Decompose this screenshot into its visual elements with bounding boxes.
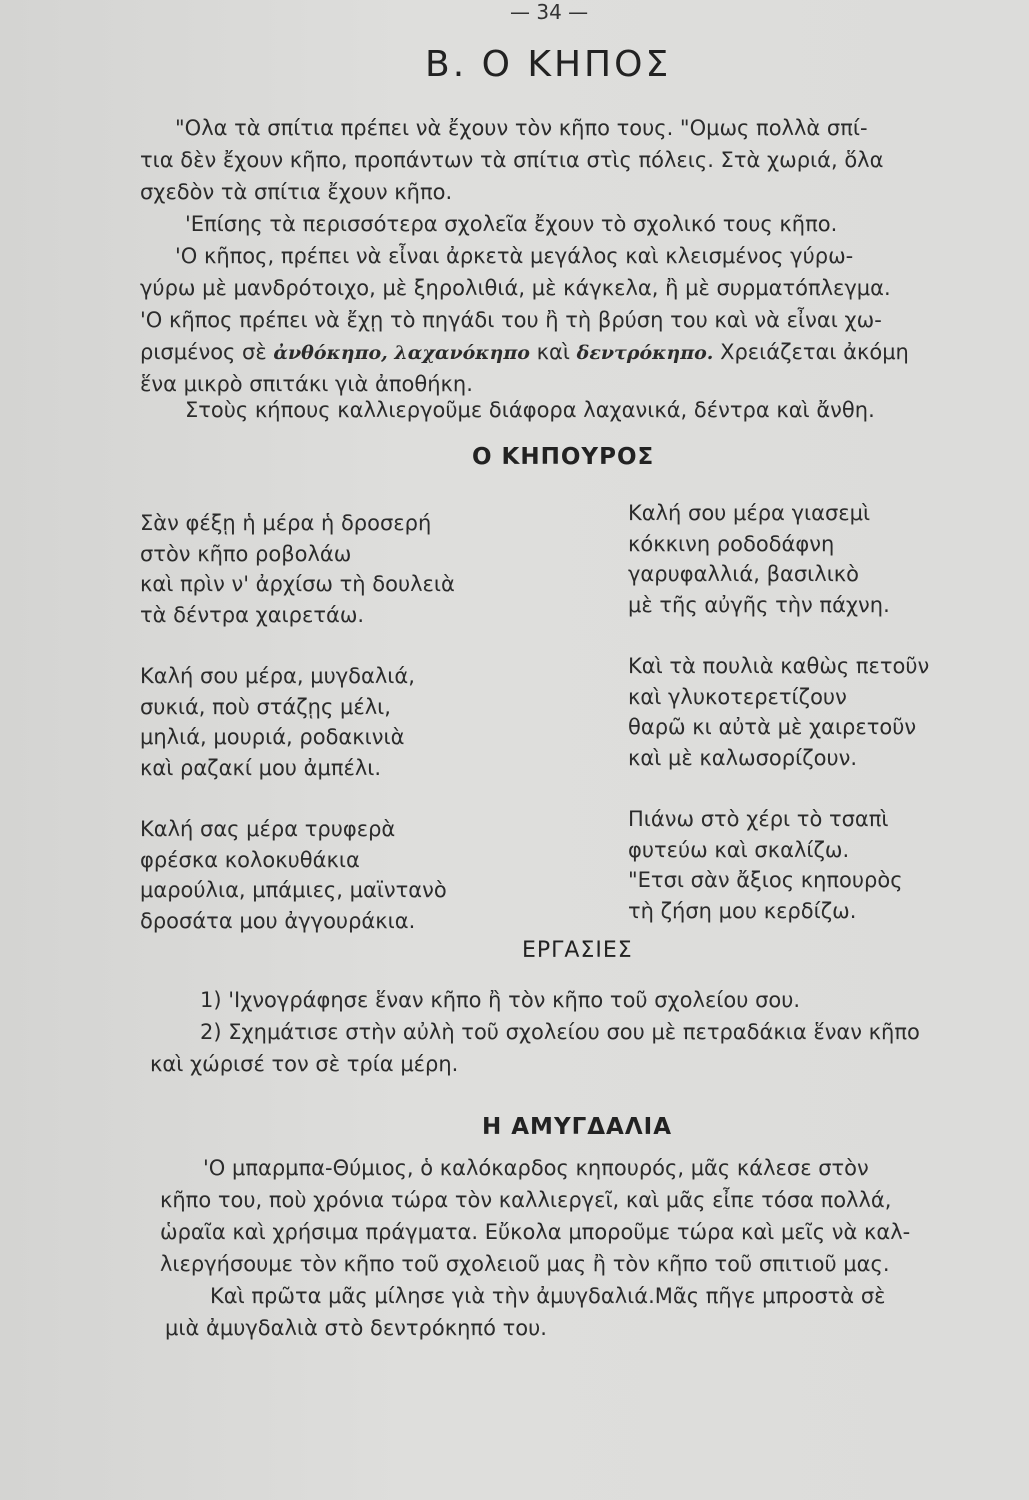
intro-line-1: "Ολα τὰ σπίτια πρέπει νὰ ἔχουν τὸν κῆπο τους. "Ομως πολλὰ σπί-: [175, 116, 868, 140]
verse-line: φρέσκα κολοκυθάκια: [140, 847, 360, 872]
poem-left-column: [140, 508, 455, 967]
exercises-title: ΕΡΓΑΣΙΕΣ: [522, 938, 633, 963]
verse-line: στὸν κῆπο ροβολάω: [140, 541, 352, 566]
intro-line-9: ἕνα μικρὸ σπιτάκι γιὰ ἀποθήκη.: [140, 372, 473, 396]
intro-line-2: τια δὲν ἔχουν κῆπο, προπάντων τὰ σπίτια στὶς πόλεις. Στὰ χωριά, ὅλα: [140, 148, 884, 172]
exercise-2: 2) Σχημάτισε στὴν αὐλὴ τοῦ σχολείου σου μὲ πετραδάκια ἕναν κῆπο: [200, 1020, 920, 1044]
intro-line-8-post: Χρειάζεται ἀκόμη: [713, 340, 909, 364]
intro-line-8-mid: καὶ: [529, 340, 577, 364]
verse-line: κόκκινη ροδοδάφνη: [628, 531, 835, 556]
verse-line: τὴ ζήση μου κερδίζω.: [628, 898, 857, 923]
verse-line: φυτεύω καὶ σκαλίζω.: [628, 837, 850, 862]
intro-line-4: 'Επίσης τὰ περισσότερα σχολεῖα ἔχουν τὸ σχολικό τους κῆπο.: [185, 212, 838, 236]
almond-line-6: μιὰ ἀμυγδαλιὰ στὸ δεντρόκηπό του.: [165, 1316, 547, 1340]
verse-line: δροσάτα μου ἀγγουράκια.: [140, 908, 416, 933]
verse-line: καὶ γλυκοτερετίζουν: [628, 684, 847, 709]
intro-line-8: [140, 336, 909, 369]
right-verse-2: [628, 651, 929, 773]
verse-line: Καὶ τὰ πουλιὰ καθὼς πετοῦν: [628, 654, 930, 678]
almond-line-2: κῆπο του, ποὺ χρόνια τώρα τὸν καλλιεργεῖ, καὶ μᾶς εἶπε τόσα πολλά,: [160, 1188, 892, 1212]
verse-line: συκιά, ποὺ στάζῃς μέλι,: [140, 694, 391, 719]
left-verse-3: [140, 814, 455, 936]
exercise-2-continued: καὶ χώρισέ τον σὲ τρία μέρη.: [150, 1052, 459, 1076]
verse-line: Σὰν φέξῃ ἡ μέρα ἡ δροσερή: [140, 511, 432, 535]
verse-line: Καλή σου μέρα γιασεμὶ: [628, 501, 871, 525]
almond-section-title: Η ΑΜΥΓΔΑΛΙΑ: [482, 1114, 673, 1140]
poem-right-column: [628, 498, 929, 957]
exercise-1: 1) 'Ιχνογράφησε ἕναν κῆπο ἢ τὸν κῆπο τοῦ σχολείου σου.: [200, 988, 801, 1012]
verse-line: "Ετσι σὰν ἄξιος κηπουρὸς: [628, 868, 903, 892]
intro-line-3: σχεδὸν τὰ σπίτια ἔχουν κῆπο.: [140, 180, 453, 204]
right-verse-1: [628, 498, 929, 620]
verse-line: θαρῶ κι αὐτὰ μὲ χαιρετοῦν: [628, 715, 917, 739]
almond-line-4: λιεργήσουμε τὸν κῆπο τοῦ σχολειοῦ μας ἢ τὸν κῆπο τοῦ σπιτιοῦ μας.: [160, 1252, 890, 1276]
page-title: Β. Ο ΚΗΠΟΣ: [425, 44, 672, 85]
right-verse-3: [628, 804, 929, 926]
verse-line: Καλή σας μέρα τρυφερὰ: [140, 817, 396, 841]
verse-line: γαρυφαλλιά, βασιλικὸ: [628, 562, 860, 586]
almond-line-5: Καὶ πρῶτα μᾶς μίλησε γιὰ τὴν ἀμυγδαλιά.Μᾶς πῆγε μπροστὰ σὲ: [210, 1284, 886, 1308]
verse-line: μὲ τῆς αὐγῆς τὴν πάχνη.: [628, 592, 890, 617]
verse-line: Πιάνω στὸ χέρι τὸ τσαπὶ: [628, 807, 889, 831]
emphasized-terms-2: δεντρόκηπο.: [576, 342, 714, 364]
left-verse-1: [140, 508, 455, 630]
intro-line-10: Στοὺς κήπους καλλιεργοῦμε διάφορα λαχανικά, δέντρα καὶ ἄνθη.: [185, 398, 875, 422]
left-verse-2: [140, 661, 455, 783]
intro-line-5: 'Ο κῆπος, πρέπει νὰ εἶναι ἀρκετὰ μεγάλος καὶ κλεισμένος γύρω-: [175, 244, 854, 268]
intro-line-8-pre: ρισμένος σὲ: [140, 340, 274, 364]
verse-line: μαρούλια, μπάμιες, μαϊντανὸ: [140, 878, 447, 902]
almond-line-3: ὡραῖα καὶ χρήσιμα πράγματα. Εὔκολα μποροῦμε τώρα καὶ μεῖς νὰ καλ-: [160, 1220, 911, 1244]
verse-line: μηλιά, μουριά, ροδακινιὰ: [140, 725, 405, 749]
almond-line-1: 'Ο μπαρμπα-Θύμιος, ὁ καλόκαρδος κηπουρός, μᾶς κάλεσε στὸν: [203, 1156, 869, 1180]
emphasized-terms-1: ἀνθόκηπο, λαχανόκηπο: [273, 342, 530, 364]
intro-line-7: 'Ο κῆπος πρέπει νὰ ἔχῃ τὸ πηγάδι του ἢ τὴ βρύση του καὶ νὰ εἶναι χω-: [140, 308, 882, 332]
verse-line: τὰ δέντρα χαιρετάω.: [140, 602, 365, 627]
verse-line: καὶ ραζακί μου ἀμπέλι.: [140, 755, 382, 780]
page-number: — 34 —: [510, 0, 589, 24]
verse-line: καὶ μὲ καλωσορίζουν.: [628, 745, 858, 770]
intro-line-6: γύρω μὲ μανδρότοιχο, μὲ ξηρολιθιά, μὲ κάγκελα, ἢ μὲ συρματόπλεγμα.: [140, 276, 891, 300]
verse-line: καὶ πρὶν ν' ἀρχίσω τὴ δουλειὰ: [140, 572, 455, 596]
poem-title: Ο ΚΗΠΟΥΡΟΣ: [472, 444, 655, 470]
verse-line: Καλή σου μέρα, μυγδαλιά,: [140, 664, 415, 688]
